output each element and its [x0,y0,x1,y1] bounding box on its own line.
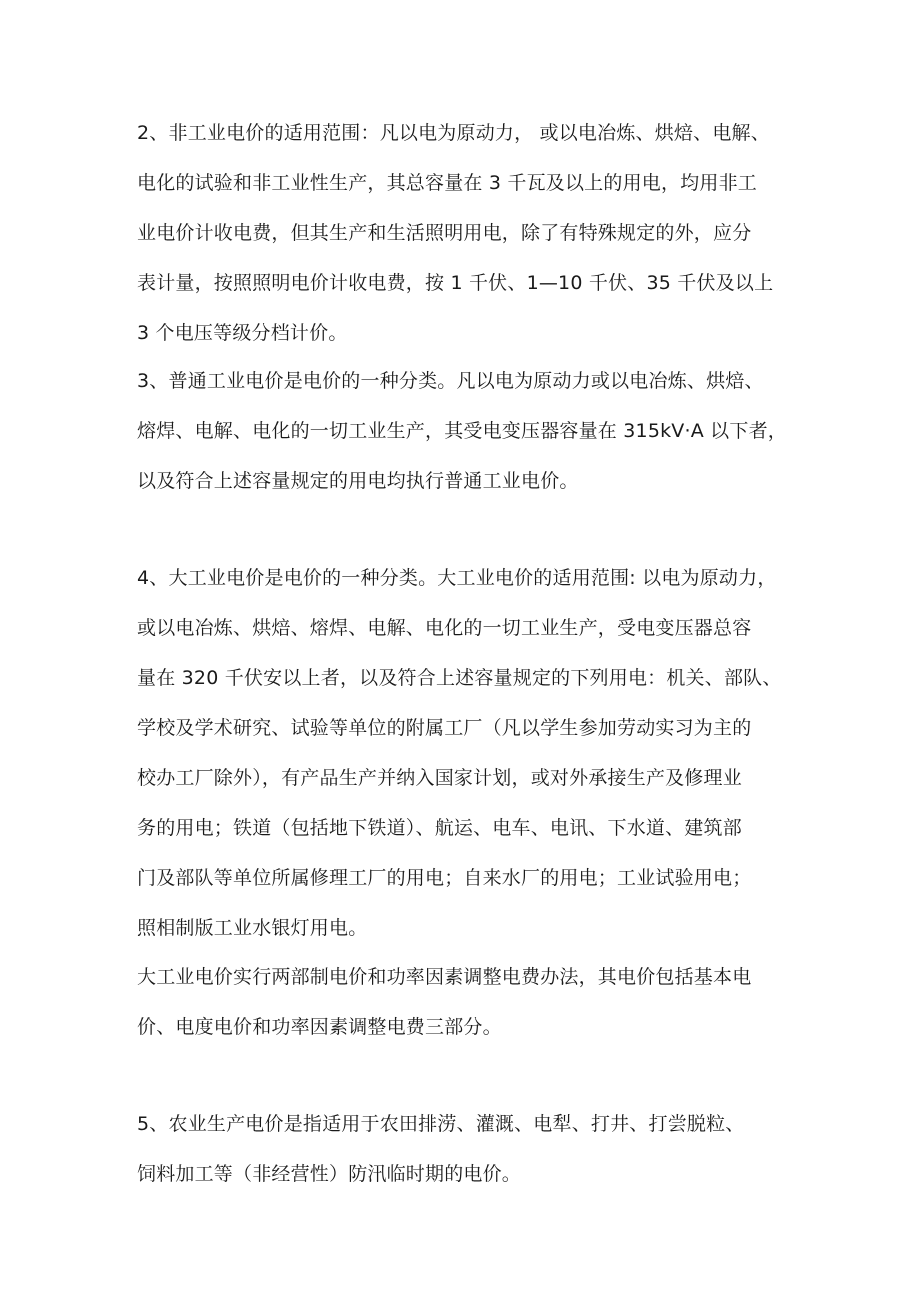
text-line: 量在 320 千伏安以上者，以及符合上述容量规定的下列用电：机关、部队、 [137,667,782,689]
paragraph-agricultural-tariff [137,1099,797,1199]
text-line: 熔焊、电解、电化的一切工业生产，其受电变压器容量在 315kV·A 以下者， [137,420,787,442]
paragraph-general-industrial-tariff [137,356,797,506]
paragraph-non-industrial-tariff [137,108,797,358]
text-line: 2、非工业电价的适用范围：凡以电为原动力， 或以电冶炼、烘焙、电解、 [137,122,770,144]
text-line: 学校及学术研究、试验等单位的附属工厂（凡以学生参加劳动实习为主的 [137,717,752,739]
text-line: 饲料加工等（非经营性）防汛临时期的电价。 [137,1163,522,1185]
text-line: 3、普通工业电价是电价的一种分类。凡以电为原动力或以电冶炼、烘焙、 [137,370,764,392]
text-line: 表计量，按照照明电价计收电费，按 1 千伏、1—10 千伏、35 千伏及以上 [137,272,774,294]
paragraph-two-part-tariff [137,952,797,1052]
text-line: 价、电度电价和功率因素调整电费三部分。 [137,1016,502,1038]
text-line: 大工业电价实行两部制电价和功率因素调整电费办法，其电价包括基本电 [137,966,752,988]
text-line: 以及符合上述容量规定的用电均执行普通工业电价。 [137,470,579,492]
text-line: 4、大工业电价是电价的一种分类。大工业电价的适用范围: 以电为原动力， [137,567,777,589]
paragraph-large-industrial-tariff [137,553,797,953]
text-line: 校办工厂除外），有产品生产并纳入国家计划，或对外承接生产及修理业 [137,767,742,789]
text-line: 门及部队等单位所属修理工厂的用电；自来水厂的用电；工业试验用电； [137,867,752,889]
text-line: 业电价计收电费，但其生产和生活照明用电，除了有特殊规定的外，应分 [137,222,752,244]
text-line: 或以电冶炼、烘焙、熔焊、电解、电化的一切工业生产，受电变压器总容 [137,617,752,639]
text-line: 务的用电；铁道（包括地下铁道）、航运、电车、电讯、下水道、建筑部 [137,817,742,839]
text-line: 照相制版工业水银灯用电。 [137,917,368,939]
text-line: 5、农业生产电价是指适用于农田排涝、灌溉、电犁、打井、打尝脱粒、 [137,1113,745,1135]
text-line: 电化的试验和非工业性生产，其总容量在 3 千瓦及以上的用电，均用非工 [137,172,757,194]
text-line: 3 个电压等级分档计价。 [137,322,348,344]
